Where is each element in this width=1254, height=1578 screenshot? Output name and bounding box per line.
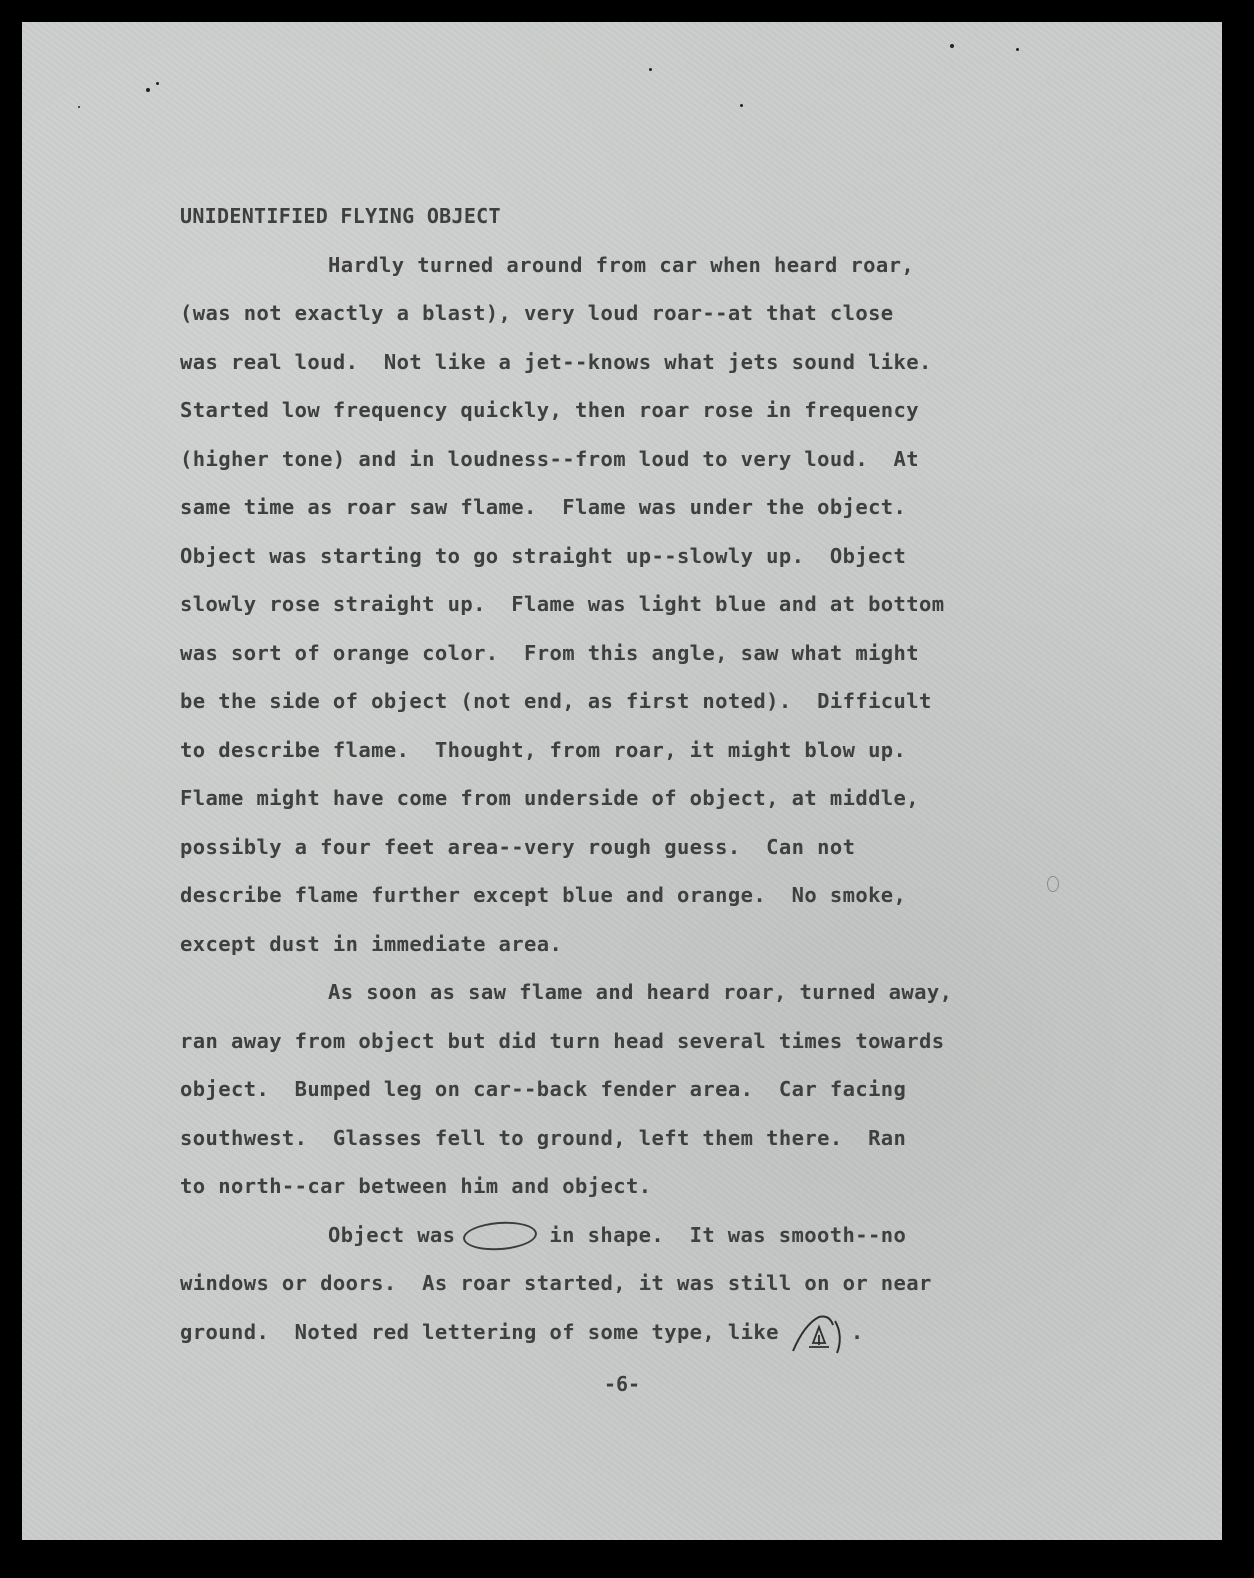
speck-mark [649,68,652,71]
text-line: slowly rose straight up. Flame was light blue and at bottom [180,592,945,616]
text-line: Object was starting to go straight up--slowly up. Object [180,543,907,568]
text-line: possibly a four feet area--very rough guess. Can not [180,834,856,859]
text-line: was real loud. Not like a jet--knows what jets sound like. [180,349,932,374]
speck-mark [78,106,80,108]
text-line: same time as roar saw flame. Flame was under the object. [180,495,907,519]
text-line: (higher tone) and in loudness--from loud to very loud. At [180,446,920,471]
text-line: describe flame further except blue and orange. No smoke, [180,883,907,907]
lettering-text-before: ground. Noted red lettering of some type, like [180,1319,779,1344]
document-heading: UNIDENTIFIED FLYING OBJECT [180,204,501,228]
document-body [180,192,1120,1357]
text-line: be the side of object (not end, as first noted). Difficult [180,689,932,713]
text-line: As soon as saw flame and heard roar, turned away, [328,980,953,1004]
insignia-sketch-icon [787,1309,851,1357]
document-page [22,22,1222,1540]
text-line: to describe flame. Thought, from roar, it might blow up. [180,737,907,762]
shape-text-after: in shape. It was smooth--no [549,1222,907,1247]
paragraph-1 [180,241,1120,969]
oval-sketch-icon [463,1219,539,1252]
page-number: -6- [603,1372,641,1396]
text-line: (was not exactly a blast), very loud roar--at that close [180,301,894,325]
text-line [180,1308,1120,1357]
paragraph-3 [180,1211,1120,1357]
text-line: except dust in immediate area. [180,931,563,956]
text-line: Started low frequency quickly, then roar rose in frequency [180,398,920,422]
speck-mark [740,104,743,107]
speck-mark [156,82,159,85]
text-line: ran away from object but did turn head several times towards [180,1028,945,1053]
text-line: Flame might have come from underside of object, at middle, [180,786,920,810]
shape-text-before: Object was [328,1222,456,1247]
paragraph-2 [180,968,1120,1211]
text-line: windows or doors. As roar started, it was still on or near [180,1271,932,1295]
lettering-text-after: . [850,1319,864,1344]
text-line: southwest. Glasses fell to ground, left them there. Ran [180,1125,907,1150]
text-line: was sort of orange color. From this angle, saw what might [180,640,920,665]
speck-mark [146,88,150,92]
speck-mark [950,44,954,48]
text-line: Hardly turned around from car when heard roar, [328,252,915,277]
speck-mark [1016,48,1019,51]
text-line: object. Bumped leg on car--back fender area. Car facing [180,1077,907,1101]
text-line: to north--car between him and object. [180,1174,652,1198]
text-line [180,1211,1120,1260]
